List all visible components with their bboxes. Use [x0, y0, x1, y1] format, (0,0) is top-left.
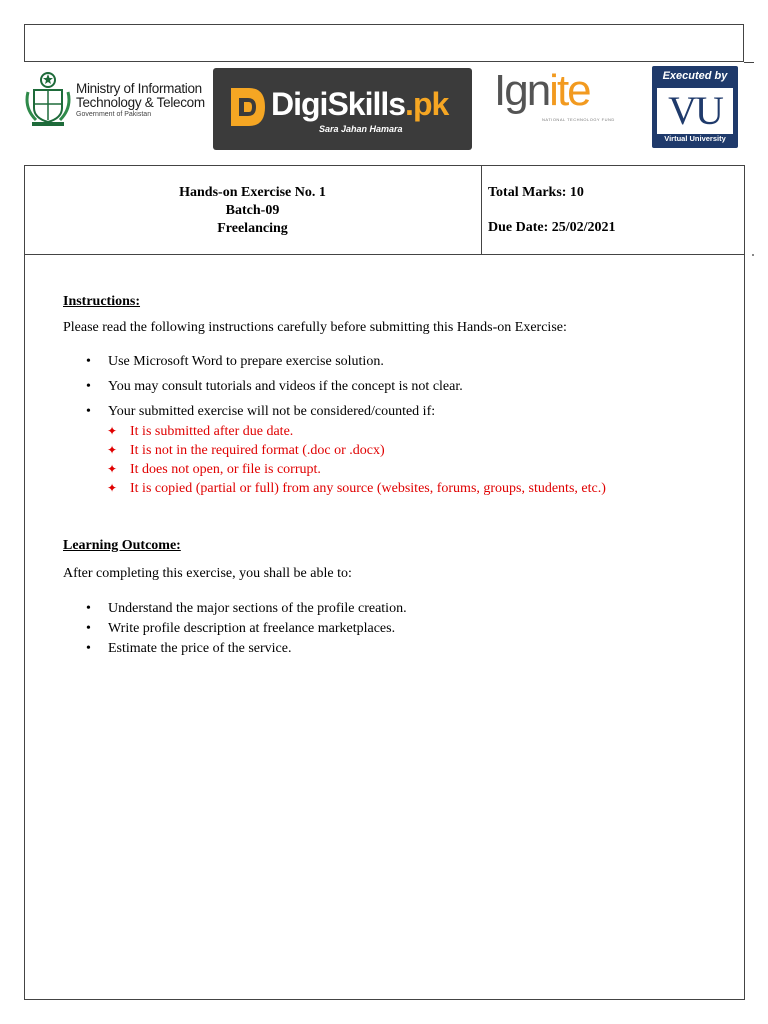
header-divider — [481, 165, 482, 255]
learning-outcome-list — [86, 599, 407, 659]
list-item: ✦ It is not in the required format (.doc or .docx) — [107, 441, 606, 460]
course-name: Freelancing — [217, 221, 288, 236]
digiskills-tagline: Sara Jahan Hamara — [319, 124, 403, 134]
vu-letters: VU — [668, 88, 722, 133]
rejection-conditions-list — [107, 422, 606, 498]
ignite-logo — [494, 66, 624, 126]
list-item: • You may consult tutorials and videos if the concept is not clear. — [86, 374, 463, 399]
vu-executed-by: Executed by — [662, 70, 728, 82]
ignite-wordmark — [494, 66, 590, 116]
ministry-government-label: Government of Pakistan — [76, 111, 152, 119]
digiskills-logo — [213, 68, 472, 150]
document-frame — [24, 165, 745, 1000]
top-divider-line — [744, 62, 754, 63]
list-item: • Estimate the price of the service. — [86, 639, 407, 659]
vu-emblem-box — [657, 88, 733, 134]
list-item: • Write profile description at freelance marketplaces. — [86, 619, 407, 639]
top-blank-box — [24, 24, 744, 62]
vu-name: Virtual University — [664, 134, 726, 143]
ignite-tagline: NATIONAL TECHNOLOGY FUND — [542, 117, 615, 122]
list-item: • Understand the major sections of the profile creation. — [86, 599, 407, 619]
list-item: ✦ It does not open, or file is corrupt. — [107, 460, 606, 479]
learning-outcome-heading: Learning Outcome: — [63, 538, 181, 553]
ignite-name-start: Ign — [494, 66, 550, 115]
digiskills-wordmark — [271, 86, 448, 123]
list-item: • Use Microsoft Word to prepare exercise solution. — [86, 349, 463, 374]
ministry-name-line2: Technology & Telecom — [76, 95, 205, 111]
vu-logo — [652, 66, 738, 148]
instructions-intro: Please read the following instructions carefully before submitting this Hands-on Exercise: — [63, 320, 567, 335]
total-marks: Total Marks: 10 — [488, 185, 584, 200]
learning-outcome-intro: After completing this exercise, you shall be able to: — [63, 566, 352, 581]
digiskills-suffix: .pk — [405, 86, 449, 122]
list-item: ✦ It is submitted after due date. — [107, 422, 606, 441]
list-item: ✦ It is copied (partial or full) from any source (websites, forums, groups, students, etc.) — [107, 479, 606, 498]
instructions-heading: Instructions: — [63, 294, 141, 309]
exercise-title: Hands-on Exercise No. 1 — [179, 185, 326, 200]
ignite-name-accent: ite — [549, 66, 590, 115]
list-item: • Your submitted exercise will not be considered/counted if: — [86, 399, 463, 424]
ministry-name-line1: Ministry of Information — [76, 81, 202, 96]
due-date: Due Date: 25/02/2021 — [488, 220, 616, 235]
instructions-list — [86, 349, 463, 424]
batch-label: Batch-09 — [225, 203, 280, 218]
edge-mark — [752, 254, 754, 256]
ministry-logo — [24, 70, 214, 128]
digiskills-name: DigiSkills — [271, 86, 406, 122]
digiskills-mark-icon — [227, 84, 267, 130]
header-left-cell — [24, 184, 481, 238]
pakistan-emblem-icon — [24, 70, 72, 128]
